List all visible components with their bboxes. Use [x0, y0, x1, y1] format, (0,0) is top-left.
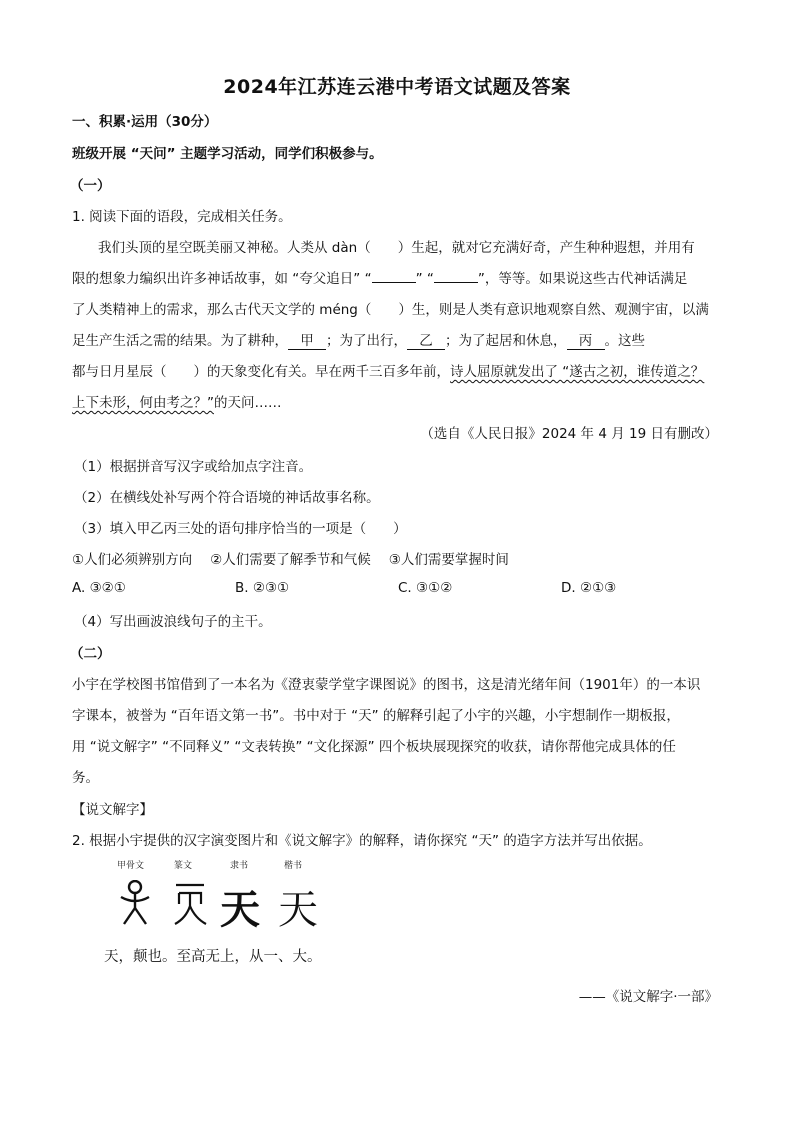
label-oracle-bone: 甲骨文: [117, 861, 145, 871]
question-2: 2. 根据小宇提供的汉字演变图片和《说文解字》的解释，请你探究 “天” 的造字方法并写出依据。: [72, 833, 652, 849]
answer-options: [72, 580, 616, 596]
statement-items: [72, 548, 527, 568]
option-c[interactable]: C. ③①②: [398, 580, 453, 596]
board-section-label: 【说文解字】: [72, 802, 153, 818]
passage-line-2: 限的想象力编织出许多神话故事，如 “夸父追日” “ ” “ ”，等等。如果说这些古代神话满足: [72, 271, 688, 287]
statement-item-1: ①人们必须辨别方向: [72, 552, 193, 568]
sub-question-2: （2）在横线处补写两个符合语境的神话故事名称。: [74, 490, 380, 506]
sub-question-3: （3）填入甲乙丙三处的语句排序恰当的一项是（ ）: [74, 521, 407, 537]
statement-item-3: ③人们需要掌握时间: [388, 552, 509, 568]
passage-line-5: 都与日月星辰（ ）的天象变化有关。早在两千三百多年前，诗人屈原就发出了 “遂古之初，谁传道之？: [72, 364, 705, 380]
blank-yi[interactable]: 乙: [407, 329, 445, 350]
section-header: 一、积累·运用（30分）: [72, 114, 218, 130]
passage-line-3: 了人类精神上的需求，那么古代天文学的 méng（ ）生，则是人类有意识地观察自然、观测宇宙，以满: [72, 302, 709, 318]
myth-blank-1[interactable]: [372, 282, 416, 283]
part-two-line-4: 务。: [72, 770, 99, 786]
label-regular-script: 楷书: [284, 861, 303, 871]
part-two-line-2: 字课本，被誉为 “百年语文第一书”。书中对于 “天” 的解释引起了小宇的兴趣，小宇想制作一期板报，: [72, 708, 680, 724]
option-a[interactable]: A. ③②①: [72, 580, 126, 596]
activity-intro: 班级开展 “天问” 主题学习活动，同学们积极参与。: [72, 146, 383, 162]
statement-item-2: ②人们需要了解季节和气候: [210, 552, 371, 568]
blank-jia[interactable]: 甲: [288, 329, 326, 350]
question-1: 1. 阅读下面的语段，完成相关任务。: [72, 209, 292, 225]
passage-line-6: 上下未形，何由考之？”的天问……: [72, 395, 282, 411]
myth-blank-2[interactable]: [434, 282, 478, 283]
shuowen-source: ——《说文解字·一部》: [578, 989, 718, 1005]
sub-question-4: （4）写出画波浪线句子的主干。: [74, 614, 272, 630]
label-clerical-script: 隶书: [230, 861, 249, 871]
oracle-bone-tian-glyph: [118, 880, 152, 926]
wavy-sentence-part-2: 上下未形，何由考之？”: [72, 395, 214, 411]
sub-question-1: （1）根据拼音写汉字或给加点字注音。: [74, 459, 313, 475]
option-d[interactable]: D. ②①③: [561, 580, 617, 596]
option-b[interactable]: B. ②③①: [235, 580, 290, 596]
passage-source: （选自《人民日报》2024 年 4 月 19 日有删改）: [420, 426, 718, 442]
label-seal-script: 篆文: [174, 861, 193, 871]
blank-bing[interactable]: 丙: [567, 329, 605, 350]
part-two-line-3: 用 “说文解字” “不同释义” “文表转换” “文化探源” 四个板块展现探究的收获，请你帮他完成具体的任: [72, 739, 676, 755]
page-title: 2024年江苏连云港中考语文试题及答案: [223, 76, 571, 98]
passage-line-1: 我们头顶的星空既美丽又神秘。人类从 dàn（ ）生起，就对它充满好奇，产生种种遐想，并用有: [98, 240, 695, 256]
shuowen-quote: 天，颠也。至高无上，从一、大。: [104, 949, 322, 965]
seal-script-tian-glyph: [170, 880, 210, 926]
regular-script-tian-glyph: 天: [278, 887, 318, 933]
part-one-label: （一）: [70, 178, 111, 194]
wavy-sentence-part-1: 诗人屈原就发出了 “遂古之初，谁传道之？: [450, 364, 705, 380]
part-two-line-1: 小宇在学校图书馆借到了一本名为《澄衷蒙学堂字课图说》的图书，这是清光绪年间（1901年）的一本识: [72, 677, 701, 693]
passage-line-4: 足生产生活之需的结果。为了耕种， 甲 ；为了出行， 乙 ；为了起居和休息， 丙 。这些: [72, 329, 645, 350]
part-two-label: （二）: [70, 646, 111, 662]
clerical-script-tian-glyph: 天: [220, 886, 260, 933]
character-evolution-figure: [112, 858, 342, 933]
